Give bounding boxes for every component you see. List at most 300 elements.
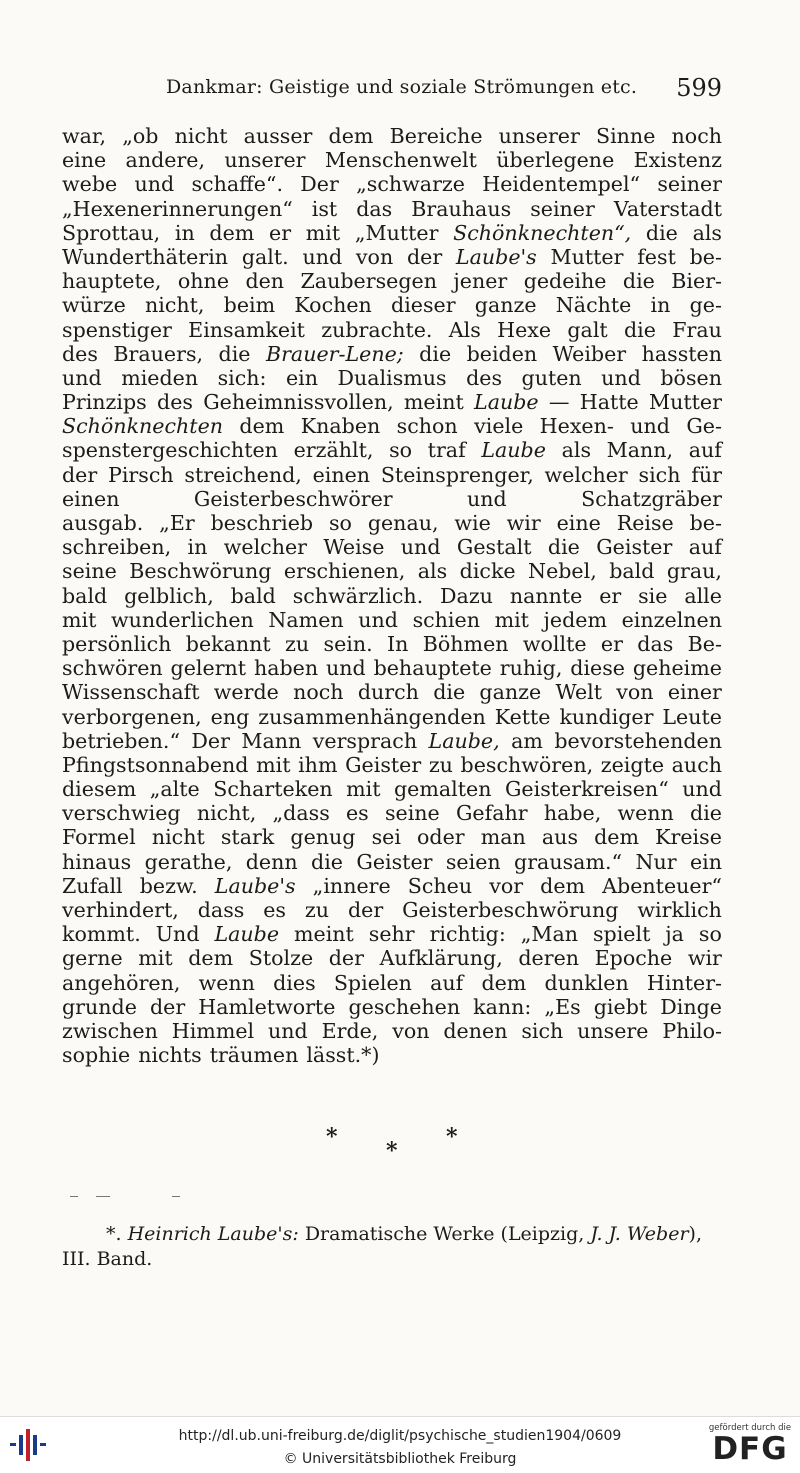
word: In bbox=[387, 631, 409, 656]
word: in bbox=[650, 293, 671, 318]
asterism-star: * bbox=[446, 1124, 458, 1150]
word: Zaubersegen bbox=[300, 269, 437, 294]
word: hassten bbox=[641, 341, 722, 366]
word: erschienen, bbox=[283, 559, 406, 584]
word: und bbox=[358, 607, 398, 632]
word: einen bbox=[312, 462, 371, 487]
word: Steinsprenger, bbox=[380, 462, 534, 487]
text-line bbox=[62, 922, 722, 946]
word: zusammenhängenden bbox=[258, 704, 486, 729]
word: und bbox=[302, 244, 343, 269]
word: ausser bbox=[243, 124, 313, 148]
word: ge- bbox=[689, 293, 722, 318]
word: Erde, bbox=[321, 1018, 379, 1043]
word: dem bbox=[188, 946, 234, 971]
word: Laube bbox=[474, 390, 539, 415]
word: gelernt bbox=[170, 656, 247, 681]
word: „Mutter bbox=[354, 220, 439, 245]
word: Geisterkreisen“ bbox=[504, 777, 669, 802]
word: Ge- bbox=[686, 414, 722, 439]
word: mieden bbox=[121, 365, 199, 390]
word: Hamletworte bbox=[198, 994, 336, 1019]
viewer-footer bbox=[0, 1416, 800, 1473]
word: Schatzgräber bbox=[581, 486, 722, 511]
word: war, bbox=[62, 124, 107, 148]
text-line bbox=[62, 414, 722, 438]
word: schwören bbox=[62, 656, 163, 681]
word: die bbox=[433, 680, 466, 705]
word: ruhig, bbox=[499, 656, 563, 681]
word: die bbox=[690, 801, 722, 826]
word: alle bbox=[684, 583, 722, 608]
word: zubrachte. bbox=[321, 317, 433, 342]
word: so bbox=[698, 922, 722, 947]
word: beschwören, bbox=[460, 752, 594, 777]
word: Vaterstadt bbox=[613, 196, 722, 221]
word: giebt bbox=[593, 994, 648, 1019]
word: spenstergeschichten bbox=[62, 438, 278, 463]
footnote-author: Heinrich Laube's: bbox=[127, 1223, 299, 1245]
word: als bbox=[417, 559, 448, 584]
word: und bbox=[630, 414, 670, 439]
word: verschwieg bbox=[62, 801, 181, 826]
word: verhindert, bbox=[62, 898, 179, 922]
text-line bbox=[62, 366, 722, 390]
word: hauptete, bbox=[62, 269, 162, 294]
word: Gestalt bbox=[456, 535, 532, 560]
word: genau, bbox=[367, 511, 439, 535]
text-line bbox=[62, 584, 722, 608]
word: kundiger bbox=[559, 704, 654, 729]
word: Als bbox=[448, 317, 481, 342]
word: bezw. bbox=[139, 873, 198, 898]
word: Reise bbox=[616, 511, 674, 535]
word: galt bbox=[567, 317, 608, 342]
word: und bbox=[400, 535, 441, 560]
word: viele bbox=[474, 414, 524, 439]
word: ein bbox=[285, 365, 318, 390]
word: eine bbox=[556, 511, 601, 535]
footnote-marker: *. bbox=[106, 1223, 122, 1245]
word: er bbox=[269, 220, 292, 245]
word: meint bbox=[403, 390, 464, 415]
text-line bbox=[62, 850, 722, 874]
footnote-line-2: III. Band. bbox=[62, 1248, 153, 1270]
running-header bbox=[62, 76, 722, 102]
word: wie bbox=[454, 511, 491, 535]
word: diese bbox=[570, 656, 625, 681]
word: Mutter bbox=[648, 390, 722, 415]
word: Sprottau, bbox=[62, 220, 161, 245]
running-title: Dankmar: Geistige und soziale Strömungen etc. bbox=[166, 76, 638, 98]
word: bevorstehenden bbox=[554, 728, 722, 753]
word: genug bbox=[290, 825, 356, 850]
word: seine bbox=[384, 801, 440, 826]
page-number: 599 bbox=[676, 74, 722, 102]
text-line bbox=[62, 777, 722, 801]
word: welcher bbox=[544, 462, 628, 487]
text-line bbox=[62, 487, 722, 511]
word: „Hexenerinnerungen“ bbox=[62, 196, 293, 221]
word: Laube bbox=[214, 922, 280, 947]
word: werde bbox=[213, 680, 279, 705]
word: die bbox=[622, 269, 655, 294]
word: Formel bbox=[62, 825, 136, 850]
word: meint bbox=[293, 922, 354, 947]
word: „Es bbox=[544, 994, 581, 1019]
word: dem bbox=[239, 414, 285, 439]
dfg-logo-icon: DFG bbox=[712, 1431, 788, 1467]
word: von bbox=[392, 1018, 430, 1043]
word: dies bbox=[273, 970, 316, 995]
word: kann: bbox=[473, 994, 532, 1019]
word: Scheu bbox=[407, 873, 473, 898]
word: andere, bbox=[125, 148, 206, 173]
text-line bbox=[62, 148, 722, 172]
word: auf bbox=[430, 970, 464, 995]
word: die bbox=[218, 341, 251, 366]
word: Geheimnissvollen, bbox=[203, 390, 394, 415]
word: „Er bbox=[159, 511, 195, 535]
word: und bbox=[467, 486, 507, 511]
word: be- bbox=[689, 511, 722, 535]
word: Knaben bbox=[300, 414, 381, 439]
word: Geisterbeschwörung bbox=[402, 898, 619, 922]
word: mit bbox=[494, 607, 529, 632]
word: Leute bbox=[662, 704, 722, 729]
word: Brauers, bbox=[113, 341, 204, 366]
word: wir bbox=[506, 511, 541, 535]
word: die bbox=[547, 535, 580, 560]
word: als bbox=[561, 438, 592, 463]
word: Schönknechten bbox=[62, 414, 224, 439]
text-line bbox=[62, 559, 722, 583]
word: jener bbox=[453, 269, 508, 294]
word: gemalten bbox=[394, 777, 492, 802]
word: fest bbox=[637, 244, 676, 269]
word: spenstiger bbox=[62, 317, 172, 342]
word: geheime bbox=[632, 656, 722, 681]
word: Beschwörung bbox=[129, 559, 272, 584]
word: schwärzlich. bbox=[292, 583, 424, 608]
text-line bbox=[62, 172, 722, 196]
word: Böhmen bbox=[422, 631, 509, 656]
word: er bbox=[599, 583, 622, 608]
word: ganze bbox=[479, 680, 542, 705]
word: dem bbox=[209, 220, 255, 245]
word: sein. bbox=[323, 631, 373, 656]
word: zu bbox=[304, 898, 330, 922]
word: diesem bbox=[62, 777, 137, 802]
word: wirklich bbox=[637, 898, 722, 922]
word: habe, bbox=[543, 801, 602, 826]
word: Der bbox=[300, 172, 339, 197]
text-line bbox=[62, 801, 722, 825]
word: der bbox=[406, 244, 443, 269]
word: am bbox=[511, 728, 543, 753]
word: Menschenwelt bbox=[324, 148, 477, 173]
word: Existenz bbox=[633, 148, 722, 173]
word: die bbox=[419, 341, 452, 366]
word: mit bbox=[138, 946, 173, 971]
word: und bbox=[682, 777, 722, 802]
word: „Man bbox=[520, 922, 579, 947]
word: in bbox=[187, 535, 208, 560]
word: deren bbox=[518, 946, 580, 971]
word: zeigte bbox=[600, 752, 665, 777]
word: wir bbox=[687, 946, 722, 971]
word: dem bbox=[481, 970, 527, 995]
footnote bbox=[62, 1222, 722, 1272]
text-line bbox=[62, 221, 722, 245]
word: Laube's bbox=[214, 873, 296, 898]
word: unserer bbox=[224, 148, 306, 173]
word: der bbox=[328, 946, 364, 971]
word: für bbox=[691, 462, 722, 487]
word: sich: bbox=[217, 365, 267, 390]
word: und bbox=[601, 365, 641, 390]
word: mit bbox=[62, 607, 97, 632]
word: richtig: bbox=[429, 922, 506, 947]
word: auch bbox=[671, 752, 722, 777]
word: von bbox=[616, 680, 654, 705]
word: das bbox=[637, 631, 674, 656]
word: eine bbox=[62, 148, 107, 173]
word: bösen bbox=[660, 365, 722, 390]
word: ja bbox=[665, 922, 684, 947]
word: Kochen bbox=[294, 293, 372, 318]
permalink-url[interactable]: http://dl.ub.uni-freiburg.de/diglit/psychische_studien1904/0609 bbox=[178, 1428, 622, 1444]
word: traf bbox=[427, 438, 466, 463]
word: Schönknechten“, bbox=[453, 220, 632, 245]
word: ohne bbox=[177, 269, 230, 294]
footnote-publisher: J. J. Weber bbox=[590, 1223, 689, 1245]
word: sehr bbox=[368, 922, 415, 947]
text-line bbox=[62, 729, 722, 753]
word: des bbox=[62, 341, 98, 366]
word: schreiben, bbox=[62, 535, 172, 560]
word: auf bbox=[688, 535, 722, 560]
word: wunderlichen bbox=[110, 607, 254, 632]
word: bald bbox=[62, 583, 108, 608]
word: einen bbox=[62, 486, 120, 511]
word: Pirsch bbox=[107, 462, 174, 487]
word: erzählt, bbox=[293, 438, 374, 463]
word: Be- bbox=[687, 631, 722, 656]
word: nicht bbox=[174, 124, 228, 148]
word: Nur bbox=[635, 849, 677, 874]
text-line bbox=[62, 608, 722, 632]
word: von bbox=[355, 244, 394, 269]
word: Mann bbox=[241, 728, 302, 753]
word: seine bbox=[62, 559, 117, 584]
word: ist bbox=[311, 196, 338, 221]
word: denn bbox=[245, 849, 298, 874]
word: und bbox=[62, 365, 102, 390]
word: Frau bbox=[672, 317, 722, 342]
word: einer bbox=[667, 680, 722, 705]
word: nannte bbox=[509, 583, 583, 608]
word: Geister bbox=[596, 535, 673, 560]
word: hinaus bbox=[62, 849, 132, 874]
word: die bbox=[645, 220, 678, 245]
text-line bbox=[62, 946, 722, 970]
word: die bbox=[623, 317, 656, 342]
word: sich bbox=[521, 1018, 564, 1043]
word: mit bbox=[346, 777, 381, 802]
word: Welt bbox=[555, 680, 602, 705]
word: Weiber bbox=[552, 341, 627, 366]
text-line bbox=[62, 632, 722, 656]
word: jedem bbox=[543, 607, 608, 632]
word: Dazu bbox=[440, 583, 493, 608]
word: geschehen bbox=[348, 994, 461, 1019]
word: auf bbox=[688, 438, 722, 463]
word: welcher bbox=[223, 535, 308, 560]
word: webe bbox=[62, 172, 118, 197]
word: grunde bbox=[62, 994, 137, 1019]
word: Abenteuer“ bbox=[602, 873, 722, 898]
word: Hexen- bbox=[539, 414, 614, 439]
word: Spielen bbox=[333, 970, 412, 995]
word: Laube's bbox=[455, 244, 537, 269]
word: bald bbox=[230, 583, 276, 608]
word: Pfingstsonnabend bbox=[62, 752, 249, 777]
word: eng bbox=[210, 704, 250, 729]
word: vor bbox=[489, 873, 524, 898]
word: lässt.*) bbox=[306, 1043, 380, 1068]
word: sich bbox=[638, 462, 681, 487]
word: Laube bbox=[481, 438, 546, 463]
word: Zufall bbox=[62, 873, 123, 898]
word: schon bbox=[396, 414, 458, 439]
word: noch bbox=[671, 124, 722, 148]
text-line bbox=[62, 1043, 722, 1067]
word: nichts bbox=[138, 1043, 202, 1068]
word: Wunderthäterin bbox=[62, 244, 229, 269]
word: gelblich, bbox=[124, 583, 214, 608]
asterism-star: * bbox=[386, 1138, 398, 1164]
text-line bbox=[62, 124, 722, 148]
word: dass bbox=[197, 898, 245, 922]
text-line bbox=[62, 680, 722, 704]
word: seien bbox=[445, 849, 501, 874]
word: des bbox=[466, 365, 503, 390]
text-line bbox=[62, 753, 722, 777]
word: Kreise bbox=[655, 825, 722, 850]
word: Brauhaus bbox=[411, 196, 512, 221]
word: kommt. bbox=[62, 922, 141, 947]
word: mit bbox=[256, 752, 291, 777]
word: Himmel bbox=[171, 1018, 255, 1043]
text-line bbox=[62, 656, 722, 680]
text-line bbox=[62, 825, 722, 849]
word: wollte bbox=[522, 631, 587, 656]
word: Brauer-Lene; bbox=[265, 341, 404, 366]
word: gerathe, bbox=[144, 849, 233, 874]
word: aus bbox=[541, 825, 579, 850]
text-line bbox=[62, 971, 722, 995]
word: grau, bbox=[666, 559, 722, 584]
word: Kette bbox=[494, 704, 551, 729]
word: und bbox=[134, 172, 175, 197]
text-line bbox=[62, 995, 722, 1019]
word: Heidentempel“ bbox=[482, 172, 641, 197]
body-text bbox=[62, 124, 722, 1067]
word: des bbox=[157, 390, 193, 415]
word: beschrieb bbox=[210, 511, 314, 535]
word: durch bbox=[357, 680, 419, 705]
word: in bbox=[174, 220, 195, 245]
word: Dualismus bbox=[337, 365, 447, 390]
word: Philo- bbox=[662, 1018, 722, 1043]
word: würze bbox=[62, 293, 126, 318]
word: schien bbox=[412, 607, 480, 632]
dfg-funding bbox=[708, 1423, 792, 1469]
text-line bbox=[62, 898, 722, 922]
asterism-star: * bbox=[326, 1124, 338, 1150]
word: Geisterbeschwörer bbox=[193, 486, 393, 511]
text-line bbox=[62, 390, 722, 414]
word: man bbox=[480, 825, 526, 850]
word: das bbox=[356, 196, 393, 221]
word: denen bbox=[443, 1018, 508, 1043]
word: Bier- bbox=[671, 269, 722, 294]
text-line bbox=[62, 342, 722, 366]
word: betrieben.“ bbox=[62, 728, 180, 753]
word: bekannt bbox=[185, 631, 271, 656]
word: unserer bbox=[498, 124, 580, 148]
word: „schwarze bbox=[356, 172, 465, 197]
word: Hinter- bbox=[646, 970, 722, 995]
word: ihm bbox=[298, 752, 338, 777]
word: Namen bbox=[268, 607, 344, 632]
text-line bbox=[62, 269, 722, 293]
word: Mutter bbox=[550, 244, 624, 269]
word: be- bbox=[689, 244, 722, 269]
word: „ob bbox=[122, 124, 159, 148]
word: behauptete bbox=[373, 656, 492, 681]
word: Einsamkeit bbox=[188, 317, 305, 342]
word: Dinge bbox=[660, 994, 722, 1019]
word: Gefahr bbox=[455, 801, 528, 826]
text-line bbox=[62, 463, 722, 487]
word: dunklen bbox=[544, 970, 629, 995]
word: Bereiche bbox=[389, 124, 483, 148]
word: Laube, bbox=[428, 728, 500, 753]
word: sophie bbox=[62, 1043, 131, 1068]
word: nicht, bbox=[144, 293, 205, 318]
word: zwischen bbox=[62, 1018, 158, 1043]
word: nicht, bbox=[196, 801, 257, 826]
text-line bbox=[62, 438, 722, 462]
word: Epoche bbox=[594, 946, 673, 971]
word: Wissenschaft bbox=[62, 680, 200, 705]
word: den bbox=[245, 269, 285, 294]
footnote-title: Dramatische Werke (Leipzig, bbox=[304, 1223, 585, 1245]
word: „dass bbox=[272, 801, 330, 826]
word: träumen bbox=[209, 1043, 299, 1068]
word: — bbox=[548, 390, 570, 415]
word: dicke bbox=[459, 559, 516, 584]
word: versprach bbox=[312, 728, 418, 753]
funding-text: gefördert durch die bbox=[708, 1423, 792, 1433]
word: die bbox=[311, 849, 343, 874]
word: spielt bbox=[592, 922, 651, 947]
word: als bbox=[692, 220, 722, 245]
word: zu bbox=[428, 752, 453, 777]
word: ein bbox=[689, 849, 722, 874]
